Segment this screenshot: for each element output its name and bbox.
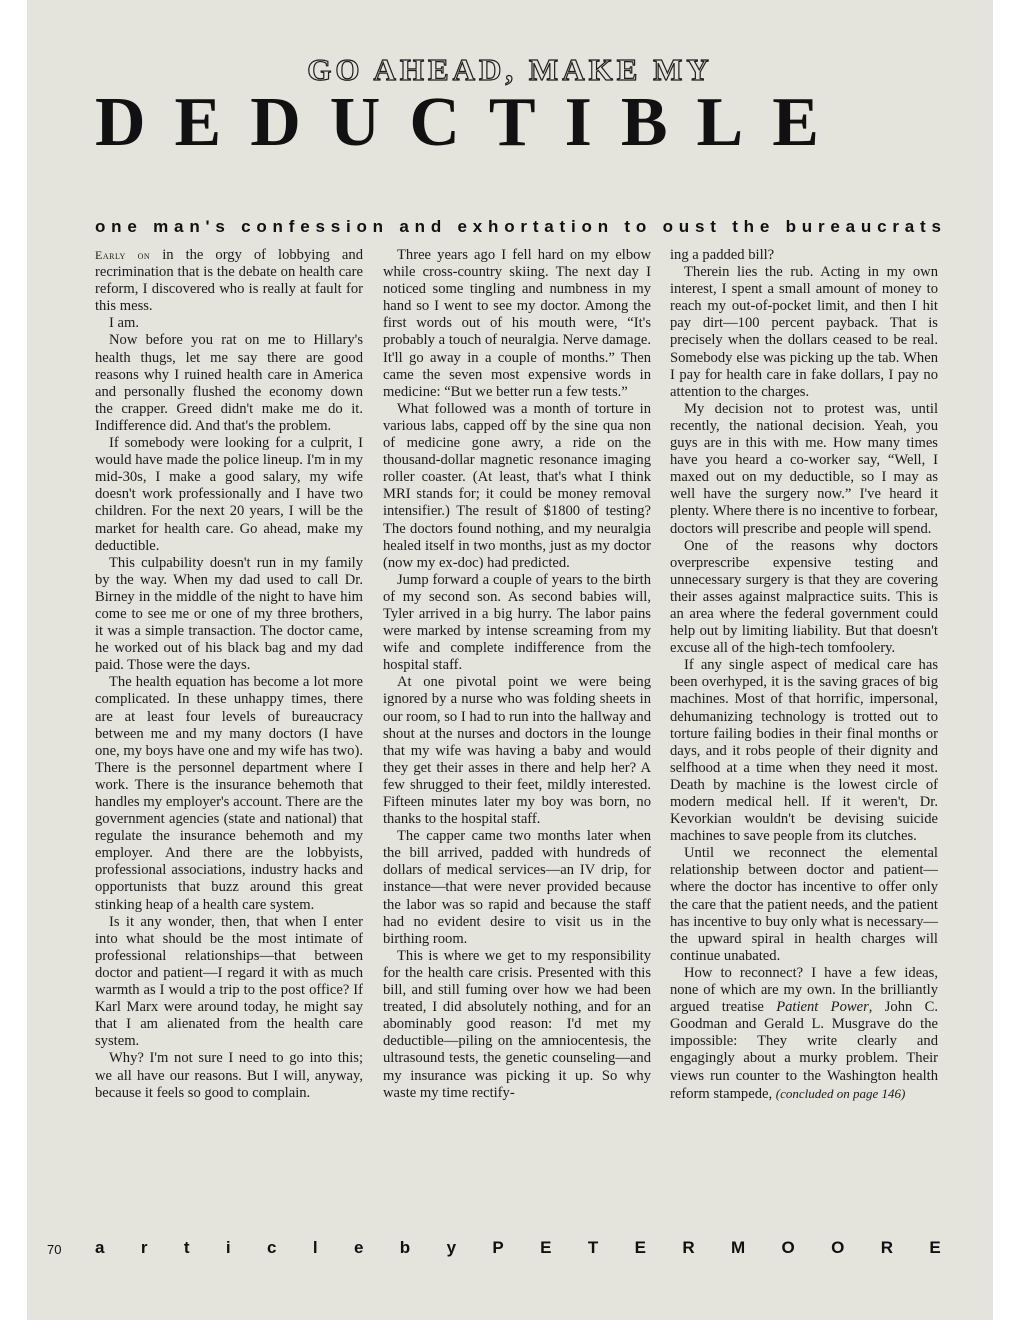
article-column-1	[95, 247, 363, 1102]
byline-letter: l	[312, 1238, 318, 1257]
article-column-3	[670, 247, 938, 1103]
byline-letter: M	[730, 1238, 746, 1257]
byline-letter: b	[399, 1238, 411, 1257]
byline-letter: t	[183, 1238, 190, 1257]
paragraph: Jump forward a couple of years to the birth of my second son. As second babies will, Tyler arrived in a big hurry. The labor pains were marked by intense screaming from my wife and complete indifference from the hospital staff.	[383, 571, 651, 674]
paragraph	[670, 965, 938, 1103]
byline	[95, 1238, 941, 1258]
byline-letter: E	[929, 1238, 941, 1257]
paragraph-text: , John C. Goodman and Gerald L. Musgrave do the impossible: They write clearly and engagingly about a murky problem. Their views run counter to the Washington health reform stampede,	[670, 999, 938, 1102]
page-footer	[27, 1238, 993, 1260]
byline-letter: i	[225, 1238, 231, 1257]
paragraph: Why? I'm not sure I need to go into this; we all have our reasons. But I will, anyway, because it feels so good to complain.	[95, 1050, 363, 1101]
byline-letter: y	[446, 1238, 457, 1257]
byline-letter: P	[492, 1238, 504, 1257]
byline-letter: a	[95, 1238, 105, 1257]
byline-letter: E	[540, 1238, 552, 1257]
subhead: one man's confession and exhortation to oust the bureaucrats	[95, 217, 947, 236]
paragraph: Three years ago I fell hard on my elbow while cross-country skiing. The next day I noticed some tingling and numbness in my hand so I went to see my doctor. Among the first words out of his mouth were, “It's probably a touch of neuralgia. Nerve damage. It'll go away in a couple of months.” Then came the seven most expensive words in medicine: “But we better run a few tests.”	[383, 247, 651, 400]
paragraph-text: in the orgy of lobbying and recrimination that is the debate on health care reform, I discovered who is really at fault for this mess.	[95, 247, 363, 315]
continuation-note: (concluded on page 146)	[775, 1085, 906, 1101]
paragraph	[95, 247, 363, 315]
byline-letter: T	[587, 1238, 599, 1257]
magazine-page	[27, 0, 993, 1320]
paragraph: Now before you rat on me to Hillary's health thugs, let me say there are good reasons why I ruined health care in America and personally flushed the economy down the crapper. Greed didn't make me do it. Indifference did. And that's the problem.	[95, 332, 363, 434]
headline: DEDUCTIBLE	[95, 84, 848, 161]
paragraph-text: How to reconnect? I have a few ideas, none of which are my own. In the brilliantly argued treatise	[670, 964, 938, 1016]
byline-letter: E	[634, 1238, 646, 1257]
paragraph: Therein lies the rub. Acting in my own interest, I spent a small amount of money to reach my out-of-pocket limit, and then I hit pay dirt—100 percent payback. That is precisely when the dollars ceased to be real. Somebody else was picking up the tab. When I pay for health care in fake dollars, I pay no attention to the charges.	[670, 264, 938, 400]
paragraph: One of the reasons why doctors overprescribe expensive testing and unnecessary surgery is that they are covering their asses against malpractice suits. This is an area where the federal government could help out by limiting liability. But that doesn't excuse all of the high-tech tomfoolery.	[670, 537, 938, 657]
page-number: 70	[47, 1242, 62, 1257]
byline-letter: e	[353, 1238, 364, 1257]
paragraph: At one pivotal point we were being ignored by a nurse who was folding sheets in our room, so I had to run into the hallway and shout at the nurses and doctors in the lounge that my wife was having a baby and would they get their asses in there and help her? A few shrugged to their feet, mildly interested. Fifteen minutes later my boy was born, no thanks to the hospital staff.	[383, 674, 651, 828]
paragraph: Is it any wonder, then, that when I enter into what should be the most intimate of professional relationships—that between doctor and patient—I regard it with as much warmth as I would a trip to the post office? If Karl Marx were around today, he might say that I am alienated from the health care system.	[95, 913, 363, 1050]
byline-letter: c	[267, 1238, 277, 1257]
lead-small-caps: Early on	[95, 248, 151, 262]
byline-letter: O	[831, 1238, 845, 1257]
article-column-2	[383, 247, 651, 1102]
byline-letter: R	[682, 1238, 695, 1257]
byline-letter: R	[880, 1238, 894, 1257]
paragraph: I am.	[109, 315, 139, 332]
paragraph: This is where we get to my responsibility for the health care crisis. Presented with this bill, and still fuming over how we had been treated, I did absolutely nothing, and for an abominably good reason: I'd met my deductible—piling on the amniocentesis, the ultrasound tests, the genetic counseling—and my insurance was picking it up. So why waste my time rectify-	[383, 947, 651, 1101]
paragraph: ing a padded bill?	[670, 247, 775, 263]
byline-letter: r	[140, 1238, 148, 1257]
paragraph: Until we reconnect the elemental relationship between doctor and patient—where the doctor has incentive to offer only the care that the patient needs, and the patient has incentive to buy only what is necessary—the upward spiral in health charges will continue unabated.	[670, 845, 938, 964]
paragraph: The health equation has become a lot more complicated. In these unhappy times, there are at least four levels of bureaucracy between me and my many doctors (I have one, my boys have one and my wife has two). There is the personnel department where I work. There is the insurance behemoth that handles my employer's account. There are the government agencies (state and national) that regulate the insurance behemoth and my employer. And there are the lobbyists, professional associations, industry hacks and opportunists that buzz around this great stinking heap of a health care system.	[95, 674, 363, 913]
byline-letter: O	[781, 1238, 795, 1257]
headline-kicker: GO AHEAD, MAKE MY	[307, 52, 713, 87]
paragraph: My decision not to protest was, until recently, the national decision. Yeah, you guys are in this with me. How many times have you heard a co-worker say, “Well, I maxed out on my deductible, so I may as well have the surgery now.” I've heard it plenty. Where there is no incentive to forbear, doctors will prescribe and people will spend.	[670, 400, 938, 537]
book-title: Patient Power	[776, 999, 869, 1016]
paragraph: If any single aspect of medical care has been overhyped, it is the saving graces of big machines. Most of that horrific, impersonal, dehumanizing technology is trotted out to torture failing bodies in their final months or days, and it robs people of their dignity and selfhood at a time when they need it most. Death by machine is the lowest circle of modern medical hell. If it weren't, Dr. Kevorkian wouldn't be devising suicide machines to save people from its clutches.	[670, 657, 938, 845]
paragraph: This culpability doesn't run in my family by the way. When my dad used to call Dr. Birney in the middle of the night to have him come to see me or one of my three brothers, it was a simple transaction. The doctor came, he worked out of his black bag and my dad paid. Those were the days.	[95, 554, 363, 674]
paragraph: What followed was a month of torture in various labs, capped off by the sine qua non of medicine gone awry, a ride on the thousand-dollar magnetic resonance imaging roller coaster. (At least, that's what I think MRI stands for; it could be money removal intensifier.) The result of $1800 of testing? The doctors found nothing, and my neuralgia healed itself in two months, just as my doctor (now my ex-doc) had predicted.	[383, 400, 651, 571]
paragraph: The capper came two months later when the bill arrived, padded with hundreds of dollars of medical services—an IV drip, for instance—that were never provided because the labor was so rapid and because the staff had no evident desire to visit us in the birthing room.	[383, 828, 651, 947]
paragraph: If somebody were looking for a culprit, I would have made the police lineup. I'm in my mid-30s, I make a good salary, my wife doesn't work professionally and I have two children. For the next 20 years, I will be the market for health care. Go ahead, make my deductible.	[95, 435, 363, 554]
